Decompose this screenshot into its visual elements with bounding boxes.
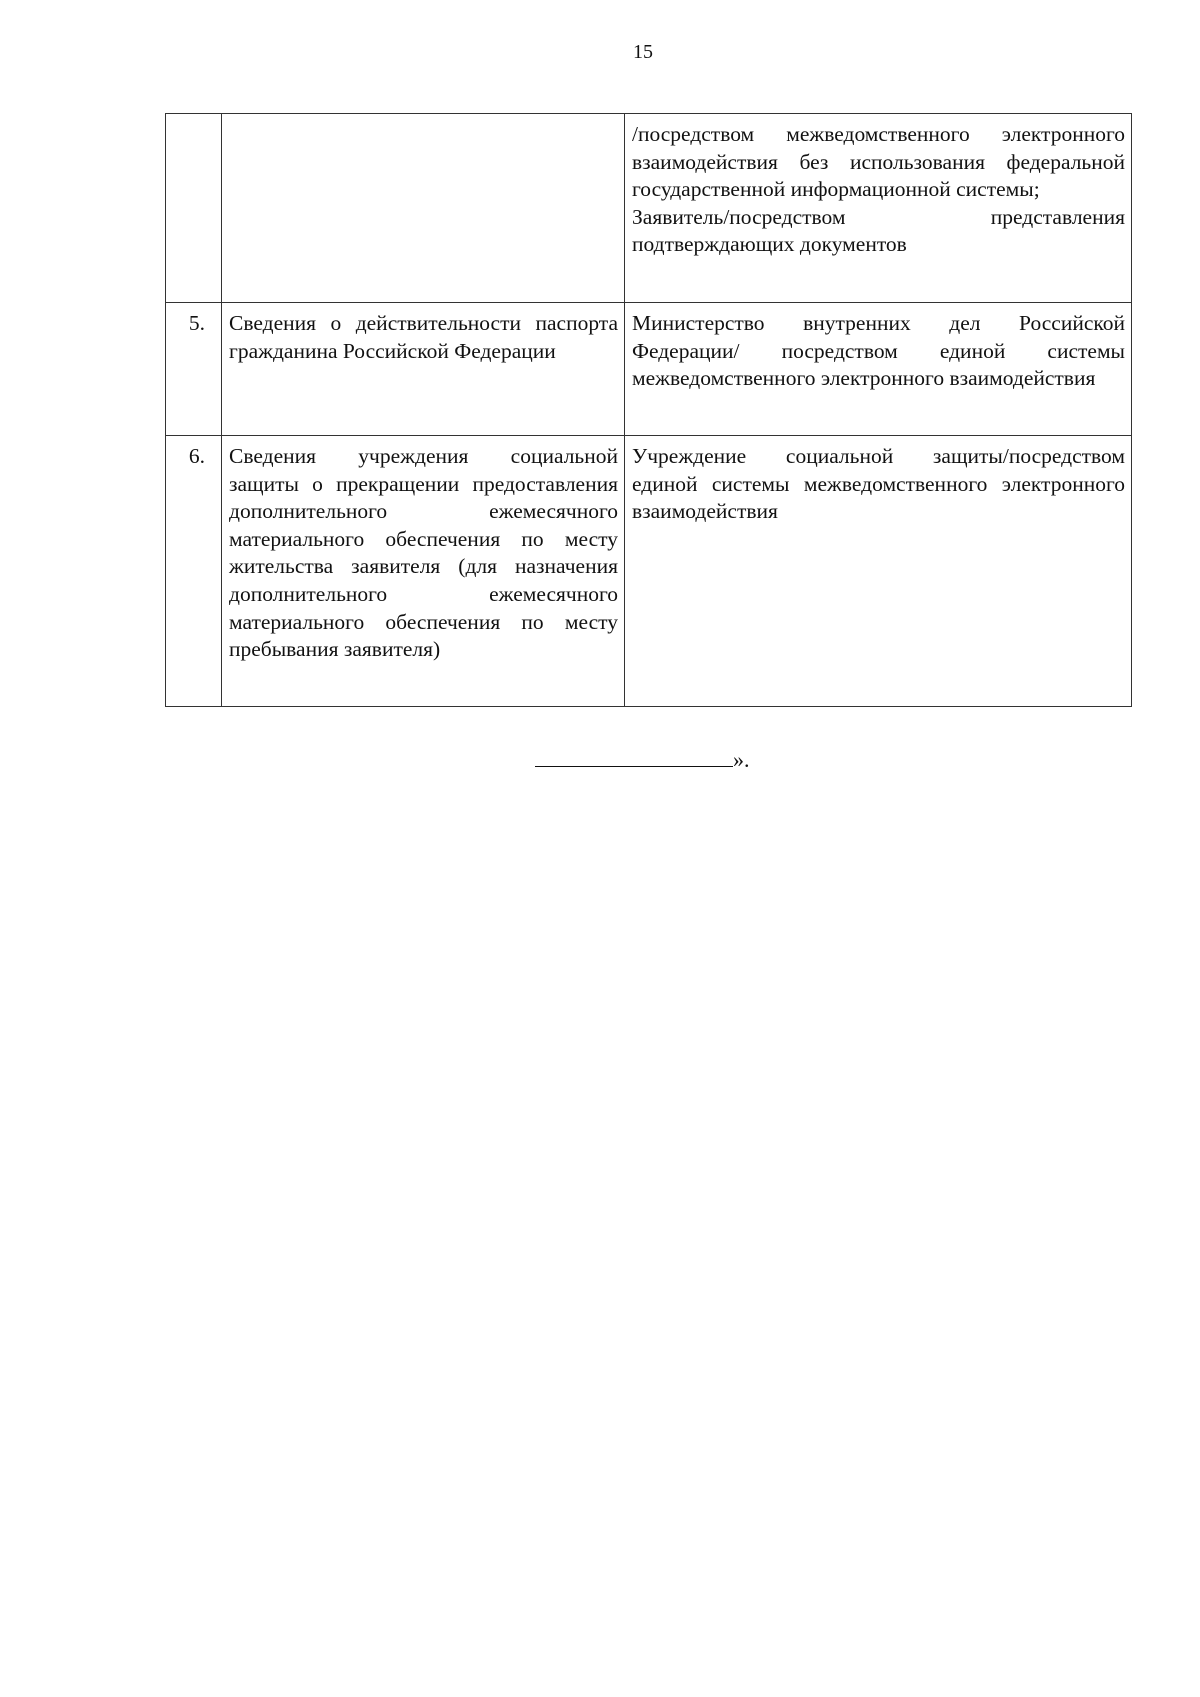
source-text: /посредством межведомственного электронного взаимодействия без использования федеральной государственной информационной системы; [632,122,1125,202]
row-number-cell: 5. [166,303,222,436]
info-cell: Сведения о действительности паспорта гражданина Российской Федерации [222,303,625,436]
closing-line [535,746,750,774]
row-number-cell [166,114,222,303]
documents-table [165,113,1132,707]
page-number: 15 [633,41,653,63]
source-cell [625,303,1132,436]
signature-underline [535,748,733,767]
source-text: Учреждение социальной защиты/посредством единой системы межведомственного электронного взаимодействия [632,444,1125,524]
source-text: Министерство внутренних дел Российской Федерации/ посредством единой системы межведомственного электронного взаимодействия [632,311,1125,391]
row-number-cell: 6. [166,436,222,707]
source-cell [625,114,1132,303]
table-row [166,303,1132,436]
closing-quote: ». [733,747,750,772]
source-cell [625,436,1132,707]
table-row [166,436,1132,707]
info-cell [222,114,625,303]
source-text: Заявитель/посредством представления подтверждающих документов [632,204,1125,257]
info-cell: Сведения учреждения социальной защиты о прекращении предоставления дополнительного ежемесячного материального обеспечения по месту жительства заявителя (для назначения дополнительного ежемесячного материального обеспечения по месту пребывания заявителя) [222,436,625,707]
table-row [166,114,1132,303]
